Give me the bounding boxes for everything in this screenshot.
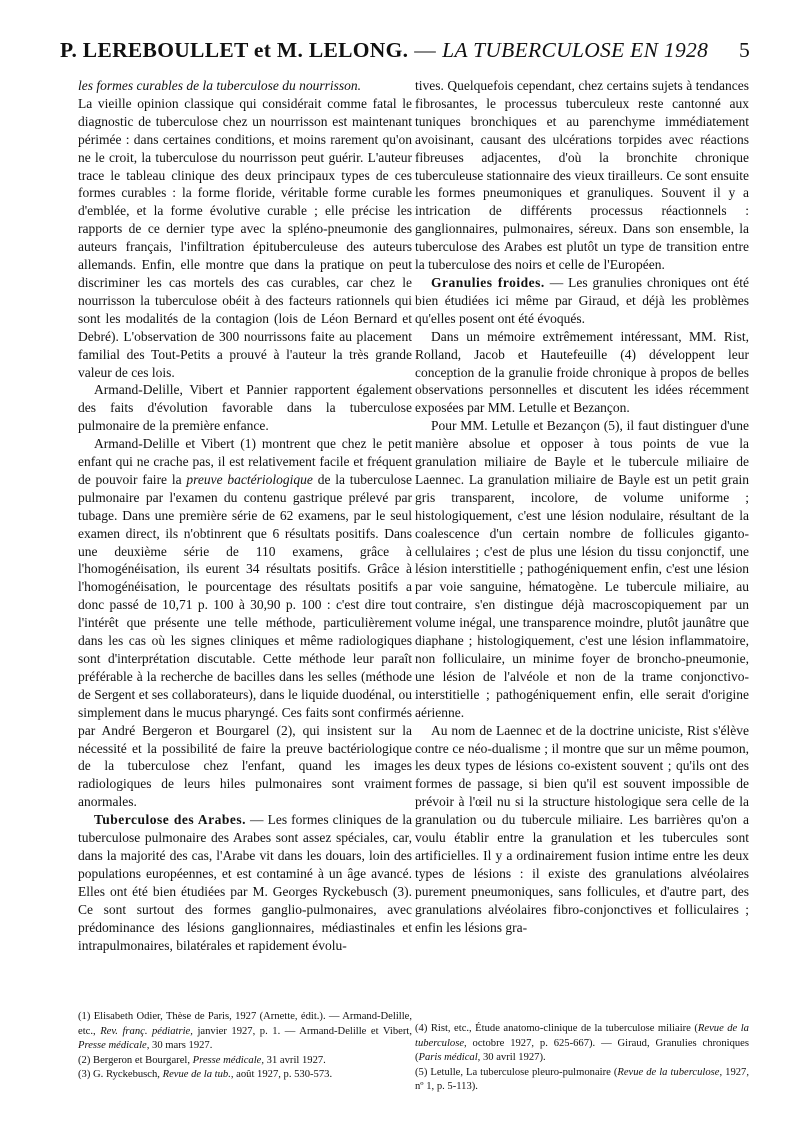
fn4-italic-1: Revue de la tuberculose,: [415, 1023, 749, 1049]
left-p3-a: Armand-Delille et Vibert (1) montrent que chez le petit enfant qui ne crache pas, il est relativement facile et fréquent de pouvoir faire la: [78, 436, 412, 487]
header-authors: P. LEREBOULLET et M. LELONG.: [60, 38, 409, 62]
right-paragraph-3: Dans un mémoire extrêmement intéressant, MM. Rist, Rolland, Jacob et Hautefeuille (4) développent leur conception de la granulie froide chronique à propos de belles observations personnelles et discutent les idées récemment exposées par MM. Letulle et Bezançon.: [415, 328, 749, 416]
right-column: [415, 77, 749, 937]
left-paragraph-2: Armand-Delille, Vibert et Pannier rapportent également des faits d'évolution favorable dans la tuberculose pulmonaire de la première enfance.: [78, 382, 412, 434]
fn5-b: 1927, nº 1, p. 5-113).: [415, 1066, 749, 1093]
fn1-c: 30 mars 1927.: [149, 1040, 213, 1052]
right-paragraph-2: [415, 274, 749, 328]
left-paragraph-3: [78, 435, 412, 811]
fn2-italic: Presse médicale,: [192, 1054, 265, 1066]
left-p1-italic: les formes curables de la tuberculose du nourrisson.: [78, 78, 361, 93]
left-p3-italic: preuve bactériologique: [186, 471, 313, 487]
fn3-a: (3) G. Ryckebusch,: [78, 1069, 163, 1081]
fn4-a: (4) Rist, etc., Étude anatomo-clinique de la tuberculose miliaire (: [415, 1023, 698, 1034]
footnote-5: [415, 1066, 749, 1095]
section-heading-granulies: Granulies froides.: [431, 274, 545, 290]
fn5-italic: Revue de la tuberculose,: [617, 1066, 723, 1078]
footnotes-left: [78, 1010, 412, 1083]
fn1-a: (1) Elisabeth Odier, Thèse de Paris, 1927 (Arnette, édit.). — Armand-Delille, etc.,: [78, 1011, 412, 1037]
left-p4-dash: —: [246, 812, 268, 828]
footnote-2: [78, 1054, 412, 1069]
running-header: [60, 38, 750, 68]
fn4-c: 30 avril 1927).: [480, 1052, 546, 1064]
left-column: [78, 77, 412, 954]
header-separator: —: [414, 38, 437, 62]
fn5-a: (5) Letulle, La tuberculose pleuro-pulmonaire (: [415, 1066, 618, 1078]
footnote-3: [78, 1068, 412, 1083]
left-p4-body: Les formes cliniques de la tuberculose pulmonaire des Arabes sont assez spéciales, car, dans la majorité des cas, l'Arabe vit dans les douars, loin des populations européennes, et est contaminé à un âge avancé. Elles ont été bien étudiées par M. Georges Ryckebusch (3). Ce sont surtout des formes ganglio-pulmonaires, avec prédominance des lésions ganglionnaires, médiastinales et intrapulmonaires, bilatérales et rapidement évolu-: [78, 812, 412, 953]
header-title: LA TUBERCULOSE EN 1928: [442, 38, 709, 62]
right-paragraph-4: Pour MM. Letulle et Bezançon (5), il faut distinguer d'une manière absolue et opposer à tous points de vue la granulation miliaire de Bayle et le tubercule miliaire de Laennec. La granulation miliaire de Bayle est un petit grain gris transparent, incolore, de volume uniforme ; histologiquement, c'est une lésion nodulaire, résultant de la coalescence d'un certain nombre de follicules giganto-cellulaires ; c'est de plus une lésion du tissu conjonctif, une lésion interstitielle ; pathogéniquement enfin, c'est une lésion par voie sanguine, hématogène. Le tubercule miliaire, au contraire, s'en distingue déjà macroscopiquement par un volume inégal, une transparence moindre, plutôt jaunâtre que diaphane ; histologiquement, c'est une lésion inflammatoire, non folliculaire, un minime foyer de broncho-pneumonie, une lésion de l'alvéole et non de la trame conjonctivo-interstitielle ; pathogéniquement enfin, elle serait d'origine aérienne.: [415, 418, 749, 720]
fn3-italic: Revue de la tub.,: [162, 1069, 234, 1081]
page-number: 5: [738, 38, 750, 62]
left-p3-b: de la tuberculose pulmonaire par l'examen du contenu gastrique prélevé par tubage. Dans une première série de 62 examens, par le seul examen direct, ils n'obtinrent que 6 résultats positifs. Dans une deuxième série de 110 examens, grâce à l'homogénéisation, ils eurent 34 résultats positifs. Grâce à l'homogénéisation, le pourcentage des résultats positifs a donc passé de 10,71 p. 100 à 30,90 p. 100 : c'est dire tout l'intérêt que présente une telle méthode, particulièrement dans les cas où les signes cliniques et même radiologiques sont d'interprétation discutable. Cette méthode leur paraît préférable à la recherche de bacilles dans les selles (méthode de Sergent et ses collaborateurs), dans le liquide duodénal, ou simplement dans le mucus pharyngé. Ces faits sont confirmés par André Bergeron et Bourgarel (2), qui insistent sur la nécessité et la possibilité de faire la preuve bactériologique de la tuberculose chez l'enfant, quand les images radiologiques de leurs hiles pulmonaires sont vraiment anormales.: [78, 471, 412, 810]
fn2-b: 31 avril 1927.: [264, 1054, 326, 1066]
footnote-4: [415, 1022, 749, 1066]
right-paragraph-1: tives. Quelquefois cependant, chez certains sujets à tendances fibrosantes, le processus tuberculeux reste cantonné aux tuniques bronchiques et au parenchyme immédiatement avoisinant, causant des ulcérations torpides avec réactions fibreuses adjacentes, d'où la bronchite chronique tuberculeuse stationnaire des vieux tirailleurs. Ce sont ensuite les formes pneumoniques et granuliques. Souvent il y a intrication de différents processus réactionnels : ganglionnaires, pulmonaires, séreux. Dans son ensemble, la tuberculose des Arabes est plutôt un type de transition entre la tuberculose des noirs et celle de l'Européen.: [415, 78, 749, 273]
fn2-a: (2) Bergeron et Bourgarel,: [78, 1054, 193, 1066]
footnotes-right: [415, 1022, 749, 1095]
fn4-b: octobre 1927, p. 625-667). — Giraud, Granulies chroniques (: [415, 1037, 749, 1064]
section-heading-arabes: Tuberculose des Arabes.: [94, 812, 246, 828]
fn1-italic-2: Presse médicale,: [78, 1040, 150, 1052]
left-paragraph-1: [78, 77, 412, 381]
fn4-italic-2: Paris médical,: [418, 1052, 481, 1064]
left-paragraph-4: [78, 811, 412, 954]
right-p2-body: Les granulies chroniques ont été bien étudiées ici même par Giraud, et déjà les problèmes qu'elles posent ont été évoqués.: [415, 274, 749, 326]
footnote-1: [78, 1010, 412, 1054]
fn3-b: août 1927, p. 530-573.: [233, 1069, 333, 1081]
left-p1-body: La vieille opinion classique qui considérait comme fatal le diagnostic de tuberculose chez un nourrisson est maintenant périmée : dans certaines conditions, et moins rarement qu'on ne le croit, la tuberculose du nourrisson peut guérir. L'auteur trace le tableau clinique des deux principaux types de ces formes curables : la forme floride, véritable forme curable d'emblée, et la forme évolutive curable ; elle précise les rapports de ce dernier type avec la spléno-pneumonie des auteurs français, l'infiltration épituberculeuse des auteurs allemands. Enfin, elle montre que dans la pratique on peut discriminer les cas mortels des cas curables, car chez le nourrisson la tuberculose obéit à des facteurs rationnels qui sont les modalités de la contagion (lois de Léon Bernard et Debré). L'observation de 300 nourrissons faite au placement familial des Tout-Petits a prouvé à l'auteur la très grande valeur de ces lois.: [78, 95, 412, 380]
right-p2-dash: —: [544, 274, 569, 290]
fn1-b: janvier 1927, p. 1. — Armand-Delille et Vibert,: [192, 1025, 412, 1037]
right-paragraph-5: Au nom de Laennec et de la doctrine uniciste, Rist s'élève contre ce néo-dualisme ; il montre que sur un même poumon, les deux types de lésions co-existent souvent ; qu'ils ont des formes de passage, si bien qu'il est souvent impossible de prévoir à l'œil nu si la structure histologique sera celle de la granulation ou du tubercule miliaire. Les barrières qu'on a voulu établir entre la granulation et les tubercules sont artificielles. Il y a ordinairement fusion intime entre les deux types de lésions : il existe des granulations alvéolaires purement pneumoniques, sans follicules, et d'autre part, des granulations alvéolaires fibro-conjonctives et folliculaires ; enfin les lésions gra-: [415, 722, 749, 935]
fn1-italic-1: Rev. franç. pédiatrie,: [100, 1025, 193, 1037]
